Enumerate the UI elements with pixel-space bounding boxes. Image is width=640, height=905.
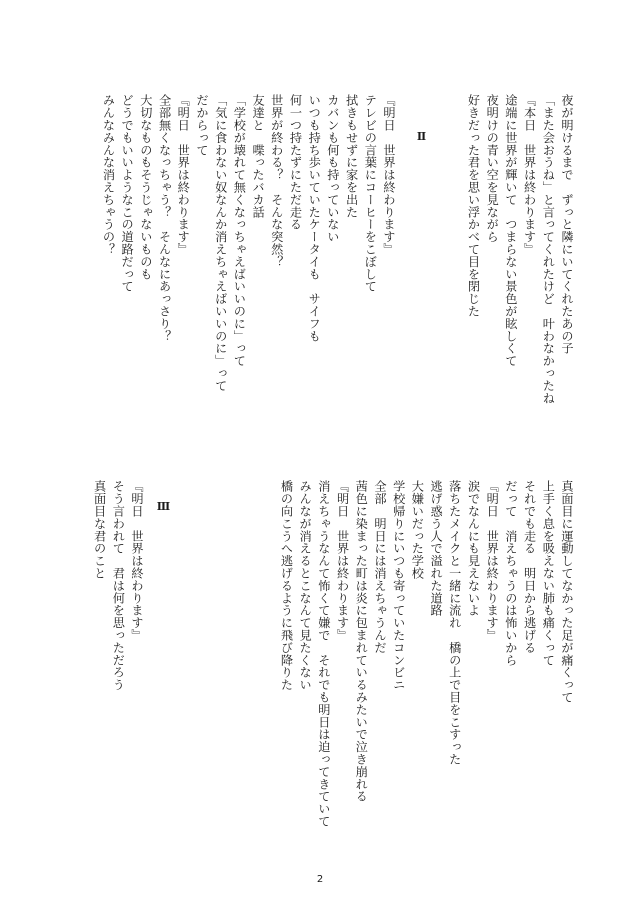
page-number: 2	[316, 874, 324, 885]
text-line: そう言われて 君は何を思っただろう	[111, 480, 126, 691]
text-line: 途端に世界が輝いて つまらない景色が眩しくて	[503, 94, 518, 367]
text-line: みんなみんな消えちゃうの？	[101, 94, 116, 256]
text-line: いつも持ち歩いていたケータイも サイフも	[307, 94, 322, 342]
text-line: 『明日 世界は終わります』	[335, 480, 350, 642]
text-line: 好きだった君を思い浮かべて目を閉じた	[466, 94, 481, 318]
text-line: 大切なものもそうじゃないものも	[138, 94, 153, 280]
text-line: 『明日 世界は終わります』	[382, 94, 396, 256]
text-line: 茜色に染まった町は炎に包まれているみたいで泣き崩れる	[354, 480, 369, 803]
text-line: 夜が明けるまで ずっと隣にいてくれたあの子	[560, 94, 574, 355]
text-line: 橋の向こうへ逃げるように飛び降りた	[279, 480, 294, 691]
section-heading-3: Ⅲ	[157, 500, 170, 514]
text-line: 「学校が壊れて無くなっちゃえばいいのに」って	[232, 94, 247, 367]
text-line: 夜明けの青い空を見ながら	[485, 94, 500, 243]
text-line: 友達と 喋ったバカ話	[251, 94, 266, 218]
text-line: 逃げ惑う人で溢れた道路	[429, 480, 444, 617]
text-line: 「気に食わない奴なんか消えちゃえばいいのに」って	[213, 94, 228, 392]
text-line: 落ちたメイクと一緒に流れ 橋の上で目をこすった	[447, 480, 462, 766]
text-line: 上手く息を吸えない肺も痛くって	[541, 480, 556, 666]
text-line: 全部無くなっちゃう？ そんなにあっさり？	[157, 94, 172, 342]
text-line: 『明日 世界は終わります』	[176, 94, 191, 256]
text-line: 『明日 世界は終わります』	[485, 480, 500, 642]
text-line: それでも走る 明日から逃げる	[522, 480, 537, 654]
bottom-block-2	[90, 480, 146, 691]
bottom-block-1	[277, 480, 576, 827]
top-block-1	[464, 94, 576, 404]
text-line: 真面目に運動してなかった足が痛くって	[560, 480, 574, 704]
text-line: 学校帰りにいつも寄っていたコンビニ	[391, 480, 406, 691]
text-line: 真面目な君のこと	[92, 480, 107, 580]
text-line: 大嫌いだった学校	[410, 480, 425, 580]
text-line: 「また会おうね」と言ってくれたけど 叶わなかったね	[541, 94, 556, 404]
text-line: 全部 明日には消えちゃうんだ	[372, 480, 387, 654]
text-line: みんなが消えるとこなんて見たくない	[298, 480, 313, 691]
text-line: だからって	[194, 94, 209, 156]
text-line: 『明日 世界は終わります』	[130, 480, 144, 642]
text-line: 何一つ持たずにただ走る	[288, 94, 303, 231]
text-line: 涙でなんにも見えないよ	[466, 480, 481, 617]
text-line: だって 消えちゃうのは怖いから	[503, 480, 518, 666]
text-line: カバンも何も持っていない	[325, 94, 340, 243]
text-line: どうでもいいようなこの道路だって	[120, 94, 135, 293]
text-line: 『本日 世界は終わります』	[522, 94, 537, 256]
text-line: 消えちゃうなんて怖くて嫌で それでも明日は迫ってきていて	[316, 480, 331, 828]
section-heading-2: Ⅱ	[415, 130, 428, 144]
top-block-2	[99, 94, 398, 392]
text-line: 世界が終わる？ そんな突然？	[269, 94, 284, 268]
text-line: テレビの言葉にコーヒーをこぼして	[363, 94, 378, 293]
text-line: 拭きもせずに家を出た	[344, 94, 359, 218]
